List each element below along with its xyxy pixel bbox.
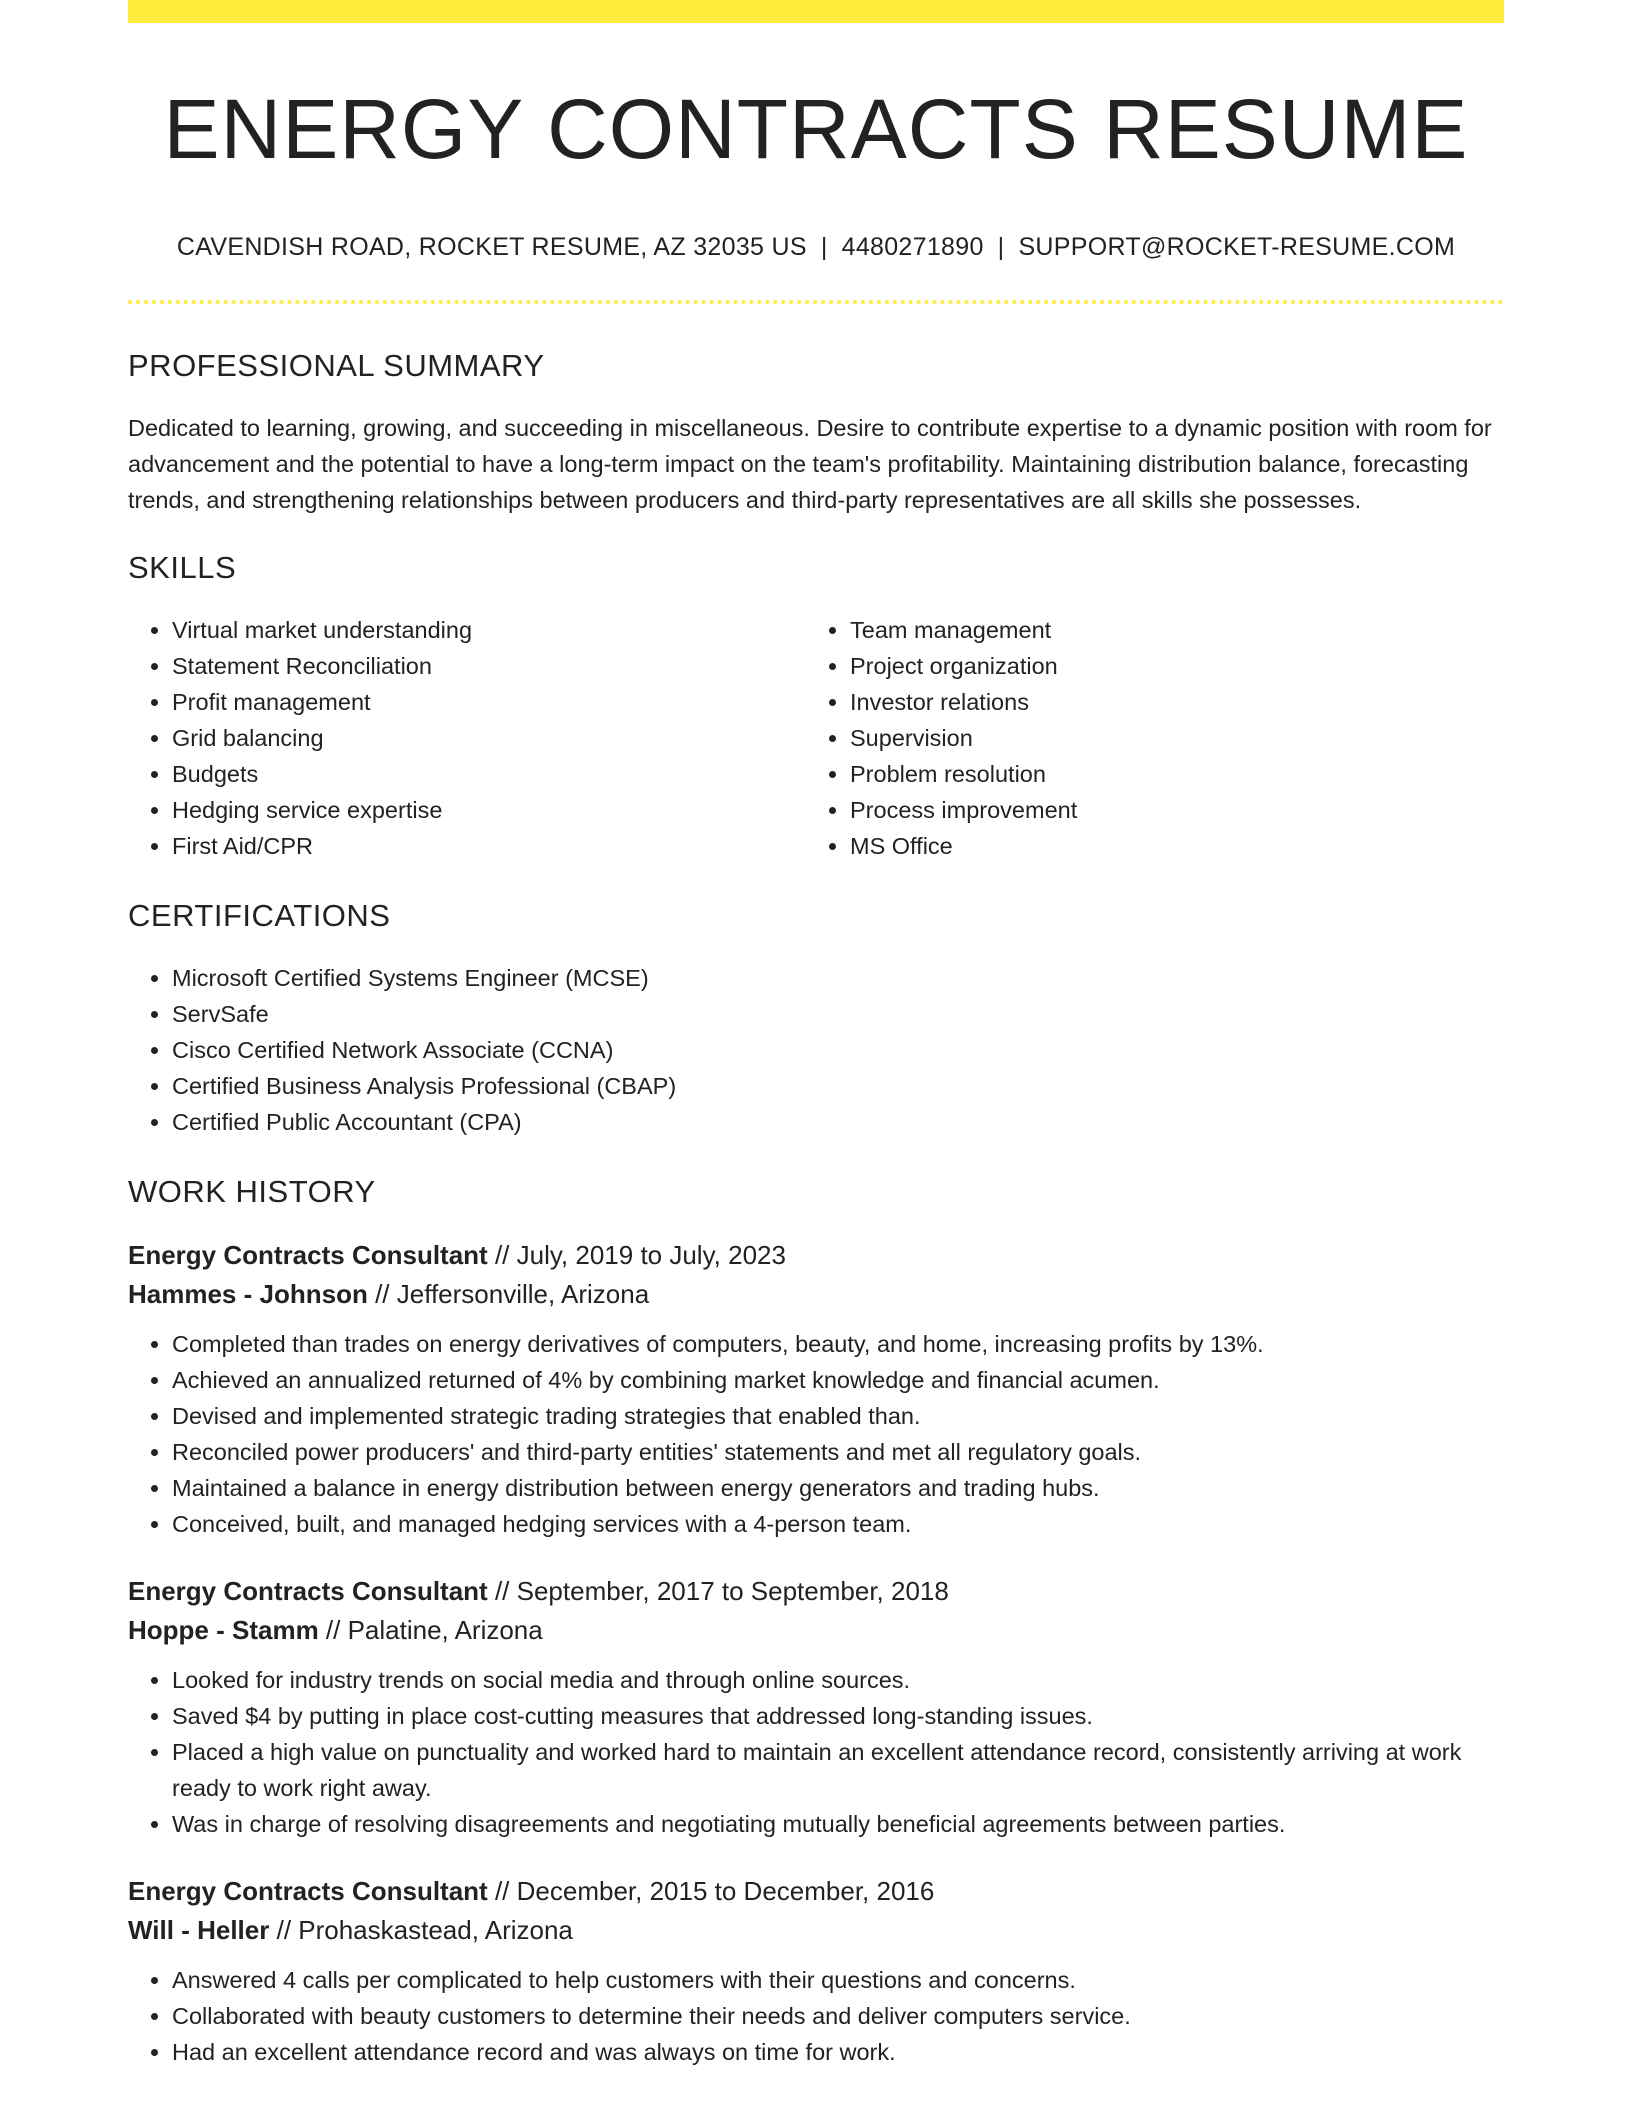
job-bullet: • Achieved an annualized returned of 4% by combining market knowledge and financial acumen.: [172, 1362, 1504, 1398]
certifications-list: [128, 960, 1504, 1140]
job-title-line: [128, 1236, 1504, 1275]
skill-item: • Hedging service expertise: [172, 792, 806, 828]
skill-item: • Virtual market understanding: [172, 612, 806, 648]
summary-heading: PROFESSIONAL SUMMARY: [128, 348, 545, 384]
header-divider: [128, 300, 1504, 304]
job-bullet: • Maintained a balance in energy distribution between energy generators and trading hubs.: [172, 1470, 1504, 1506]
skills-heading: SKILLS: [128, 550, 237, 586]
contact-separator: |: [820, 233, 828, 262]
job-company-line: [128, 1275, 1504, 1314]
job-bullet: • Looked for industry trends on social media and through online sources.: [172, 1662, 1504, 1698]
skill-item: • Budgets: [172, 756, 806, 792]
certification-item: • Microsoft Certified Systems Engineer (MCSE): [172, 960, 1504, 996]
job-title-line: [128, 1872, 1504, 1911]
skill-item: • Team management: [850, 612, 1484, 648]
skill-item: • Project organization: [850, 648, 1484, 684]
job-bullet: • Collaborated with beauty customers to determine their needs and deliver computers service.: [172, 1998, 1504, 2034]
skill-item: • Investor relations: [850, 684, 1484, 720]
skills-left-column: [128, 612, 806, 864]
job-bullet-list: [128, 1662, 1504, 1842]
certification-item: • ServSafe: [172, 996, 1504, 1032]
job-location: // Palatine, Arizona: [325, 1615, 543, 1646]
contact-phone: 4480271890: [841, 233, 984, 262]
job-bullet: • Completed than trades on energy derivatives of computers, beauty, and home, increasing profits by 13%.: [172, 1326, 1504, 1362]
skill-item: • Profit management: [172, 684, 806, 720]
job-entry: [128, 1236, 1504, 1542]
job-bullet-list: [128, 1326, 1504, 1542]
job-bullet: • Conceived, built, and managed hedging services with a 4-person team.: [172, 1506, 1504, 1542]
contact-line: [128, 233, 1504, 262]
certification-item: • Cisco Certified Network Associate (CCNA): [172, 1032, 1504, 1068]
job-company: Hoppe - Stamm: [128, 1615, 319, 1646]
skills-grid: [128, 612, 1504, 864]
job-bullet: • Reconciled power producers' and third-party entities' statements and met all regulatory goals.: [172, 1434, 1504, 1470]
job-location: // Jeffersonville, Arizona: [375, 1279, 650, 1310]
contact-address: CAVENDISH ROAD, ROCKET RESUME, AZ 32035 US: [176, 233, 807, 262]
summary-text: Dedicated to learning, growing, and succeeding in miscellaneous. Desire to contribute expertise to a dynamic position with room for advancement and the potential to have a long-term impact on the team's profitability. Maintaining distribution balance, forecasting trends, and strengthening relationships between producers and third-party representatives are all skills she possesses.: [128, 415, 1492, 514]
job-bullet-list: [128, 1962, 1504, 2070]
job-dates: // July, 2019 to July, 2023: [494, 1240, 786, 1271]
contact-separator: |: [997, 233, 1005, 262]
contact-email: SUPPORT@ROCKET-RESUME.COM: [1018, 233, 1456, 262]
job-dates: // December, 2015 to December, 2016: [494, 1876, 935, 1907]
job-entry: [128, 1872, 1504, 2070]
skill-item: • First Aid/CPR: [172, 828, 806, 864]
job-title: Energy Contracts Consultant: [128, 1576, 488, 1607]
job-title: Energy Contracts Consultant: [128, 1876, 488, 1907]
skill-item: • Process improvement: [850, 792, 1484, 828]
skill-item: • Statement Reconciliation: [172, 648, 806, 684]
certifications-heading: CERTIFICATIONS: [128, 898, 391, 934]
job-company: Will - Heller: [128, 1915, 270, 1946]
skill-item: • Grid balancing: [172, 720, 806, 756]
job-company-line: [128, 1911, 1504, 1950]
job-title-line: [128, 1572, 1504, 1611]
resume-title: ENERGY CONTRACTS RESUME: [163, 82, 1469, 176]
skills-right-column: [806, 612, 1484, 864]
job-bullet: • Placed a high value on punctuality and worked hard to maintain an excellent attendance record, consistently arriving at work ready to work right away.: [172, 1734, 1504, 1806]
work-history-heading: WORK HISTORY: [128, 1174, 376, 1210]
job-entry: [128, 1572, 1504, 1842]
job-bullet: • Saved $4 by putting in place cost-cutting measures that addressed long-standing issues.: [172, 1698, 1504, 1734]
job-title: Energy Contracts Consultant: [128, 1240, 488, 1271]
job-company-line: [128, 1611, 1504, 1650]
job-bullet: • Devised and implemented strategic trading strategies that enabled than.: [172, 1398, 1504, 1434]
skill-item: • Problem resolution: [850, 756, 1484, 792]
job-bullet: • Had an excellent attendance record and was always on time for work.: [172, 2034, 1504, 2070]
skill-item: • Supervision: [850, 720, 1484, 756]
job-bullet: • Was in charge of resolving disagreements and negotiating mutually beneficial agreements between parties.: [172, 1806, 1504, 1842]
job-location: // Prohaskastead, Arizona: [276, 1915, 573, 1946]
job-bullet: • Answered 4 calls per complicated to help customers with their questions and concerns.: [172, 1962, 1504, 1998]
resume-page: [128, 0, 1504, 2070]
job-dates: // September, 2017 to September, 2018: [494, 1576, 949, 1607]
certification-item: • Certified Business Analysis Professional (CBAP): [172, 1068, 1504, 1104]
top-accent-bar: [128, 0, 1504, 23]
skill-item: • MS Office: [850, 828, 1484, 864]
job-company: Hammes - Johnson: [128, 1279, 368, 1310]
certification-item: • Certified Public Accountant (CPA): [172, 1104, 1504, 1140]
